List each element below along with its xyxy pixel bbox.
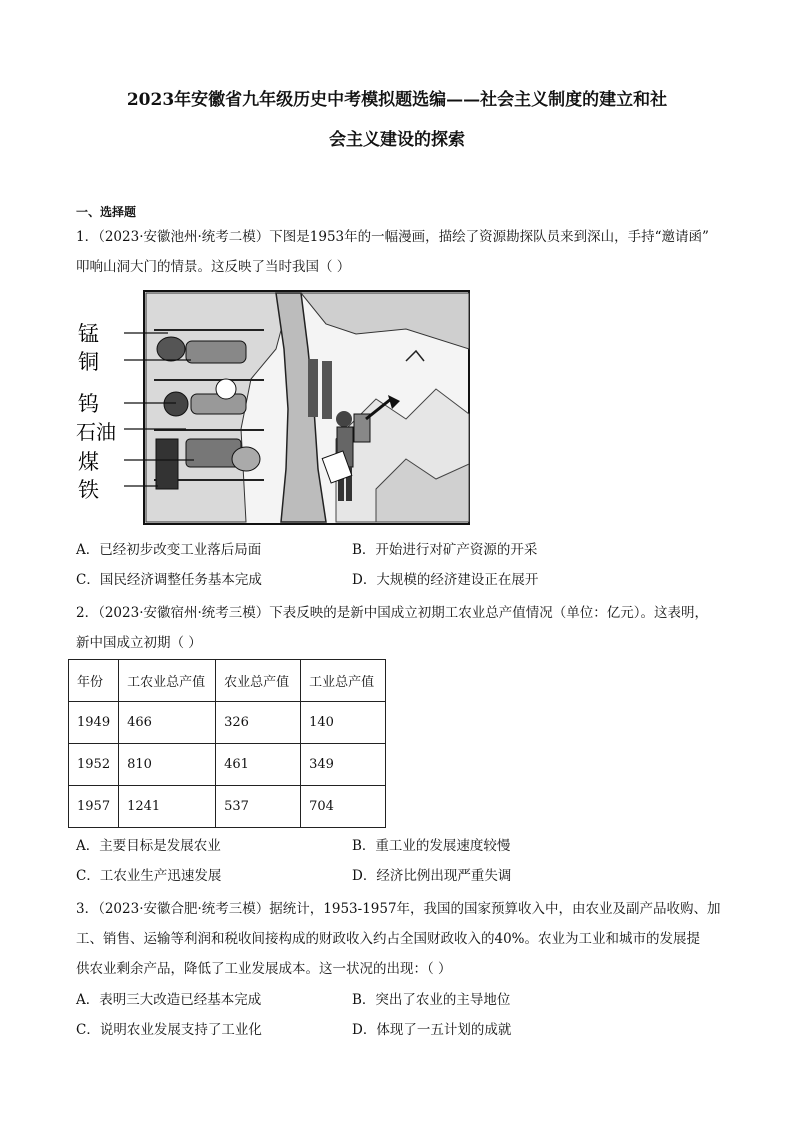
document-title-line2: 会主义建设的探索 — [329, 130, 465, 150]
question-3-line2: 工、销售、运输等利润和税收间接构成的财政收入约占全国财政收入的40%。农业为工业和城市的发展提 — [76, 931, 701, 947]
q1-option-d[interactable]: D．大规模的经济建设正在展开 — [352, 572, 539, 588]
question-2-line1: 2．（2023·安徽宿州·统考三模）下表反映的是新中国成立初期工农业总产值情况（单位：亿元）。这表明， — [76, 605, 709, 621]
table-cell: 326 — [216, 702, 301, 744]
table-row — [69, 702, 386, 744]
table-header-cell: 工业总产值 — [301, 660, 386, 702]
figure-label-iron: 铁 — [78, 478, 99, 502]
table-cell: 704 — [301, 786, 386, 828]
table-cell: 810 — [119, 744, 216, 786]
q2-option-c[interactable]: C．工农业生产迅速发展 — [76, 868, 222, 884]
q3-option-a[interactable]: A．表明三大改造已经基本完成 — [76, 992, 262, 1008]
cartoon-figure — [76, 289, 472, 529]
q2-option-d[interactable]: D．经济比例出现严重失调 — [352, 868, 512, 884]
figure-label-tungsten: 钨 — [78, 392, 99, 416]
q3-option-b[interactable]: B．突出了农业的主导地位 — [352, 992, 511, 1008]
figure-label-copper: 铜 — [78, 350, 99, 374]
q2-option-a[interactable]: A．主要目标是发展农业 — [76, 838, 221, 854]
table-cell: 1957 — [69, 786, 119, 828]
table-row — [69, 786, 386, 828]
cartoon-illustration — [76, 289, 472, 529]
table-header-row — [69, 660, 386, 702]
table-cell: 349 — [301, 744, 386, 786]
table-header-cell: 年份 — [69, 660, 119, 702]
q1-option-a[interactable]: A．已经初步改变工业落后局面 — [76, 542, 262, 558]
q3-option-d[interactable]: D．体现了一五计划的成就 — [352, 1022, 512, 1038]
table-header-cell: 工农业总产值 — [119, 660, 216, 702]
table-cell: 1241 — [119, 786, 216, 828]
q3-option-c[interactable]: C．说明农业发展支持了工业化 — [76, 1022, 262, 1038]
figure-label-petroleum: 石油 — [76, 420, 116, 444]
table-cell: 1952 — [69, 744, 119, 786]
table-cell: 461 — [216, 744, 301, 786]
table-header-cell: 农业总产值 — [216, 660, 301, 702]
table-cell: 537 — [216, 786, 301, 828]
figure-label-coal: 煤 — [78, 450, 99, 474]
table-cell: 466 — [119, 702, 216, 744]
q1-option-b[interactable]: B．开始进行对矿产资源的开采 — [352, 542, 538, 558]
section-heading: 一、选择题 — [76, 205, 137, 219]
q2-option-b[interactable]: B．重工业的发展速度较慢 — [352, 838, 511, 854]
question-1-line1: 1．（2023·安徽池州·统考二模）下图是1953年的一幅漫画，描绘了资源勘探队员来到深山，手持“邀请函” — [76, 229, 709, 245]
figure-label-manganese: 锰 — [78, 322, 99, 346]
question-3-line1: 3．（2023·安徽合肥·统考三模）据统计，1953-1957年，我国的国家预算收入中，由农业及副产品收购、加 — [76, 901, 721, 917]
question-3-line3: 供农业剩余产品，降低了工业发展成本。这一状况的出现：（ ） — [76, 961, 452, 977]
table-cell: 140 — [301, 702, 386, 744]
question-2-line2: 新中国成立初期（ ） — [76, 635, 202, 651]
output-value-table — [68, 659, 386, 828]
question-1-line2: 叩响山洞大门的情景。这反映了当时我国（ ） — [76, 259, 351, 275]
q1-option-c[interactable]: C．国民经济调整任务基本完成 — [76, 572, 262, 588]
document-title-line1: 2023年安徽省九年级历史中考模拟题选编——社会主义制度的建立和社 — [126, 90, 668, 110]
table-row — [69, 744, 386, 786]
table-cell: 1949 — [69, 702, 119, 744]
